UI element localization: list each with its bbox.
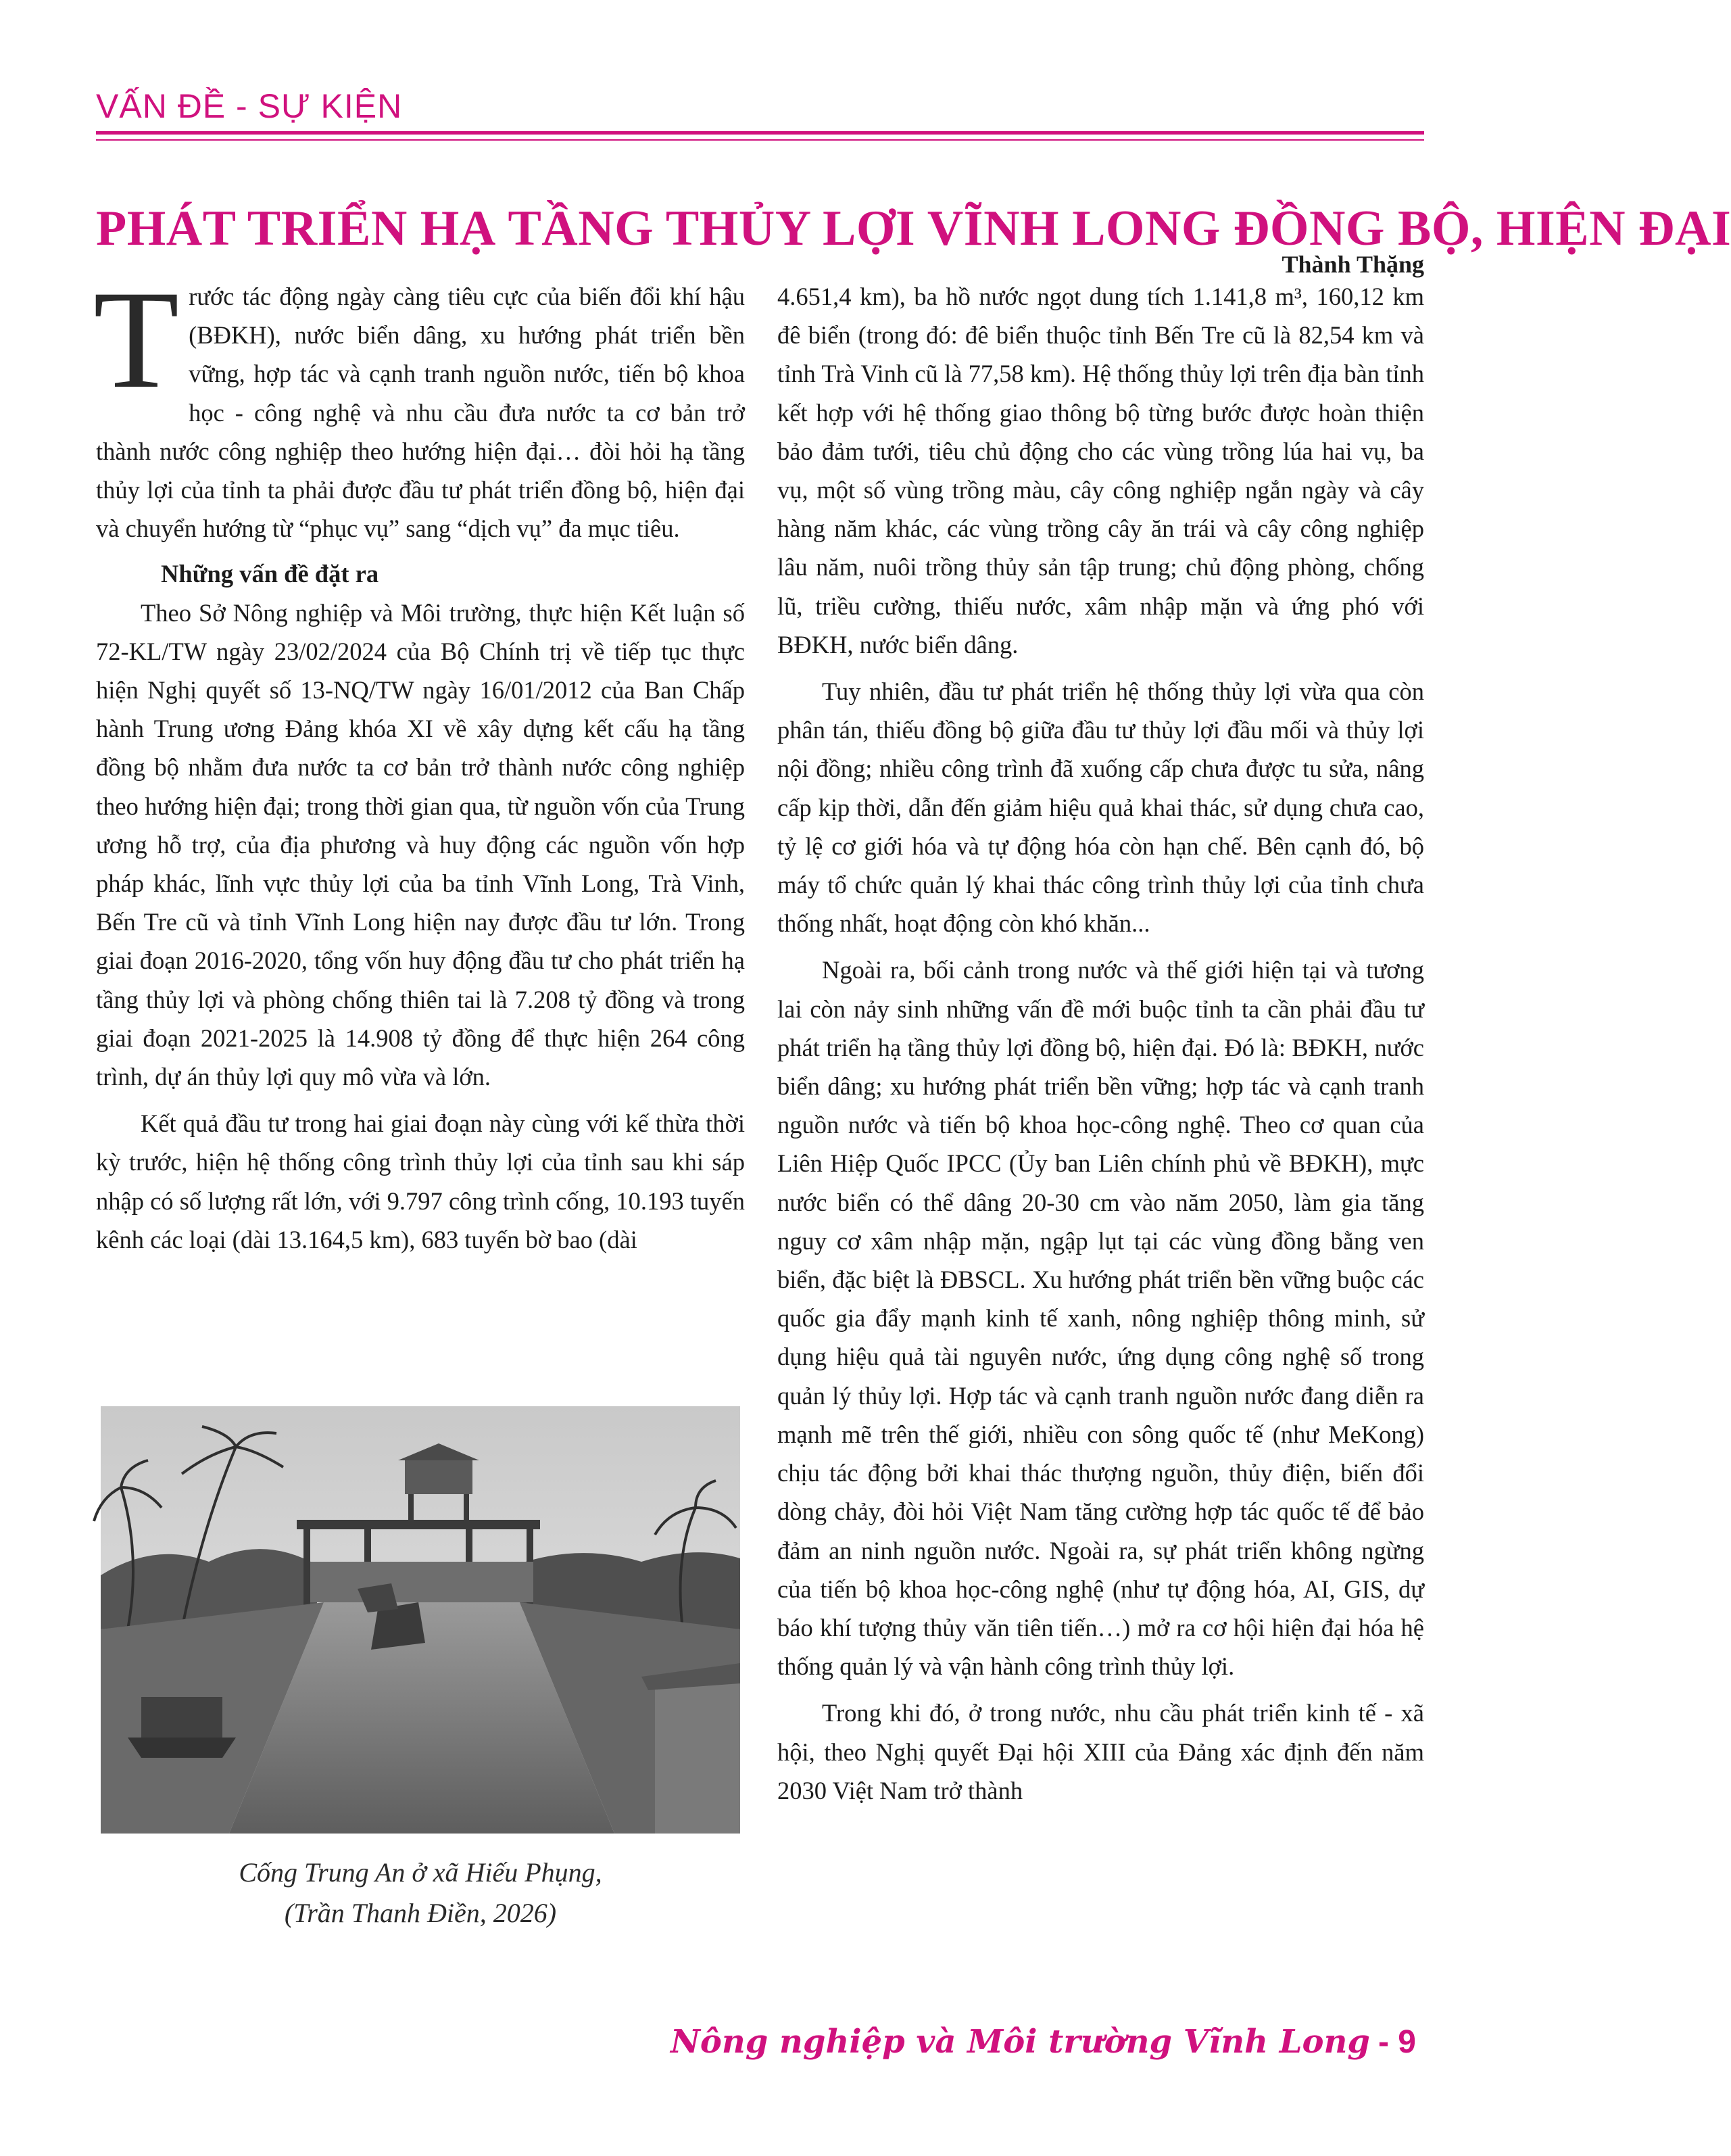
drop-cap: T [93,262,180,417]
paragraph: Ngoài ra, bối cảnh trong nước và thế giới hiện tại và tương lai còn nảy sinh những vấn đề mới buộc tỉnh ta cần phải đầu tư phát triển hạ tầng thủy lợi đồng bộ, hiện đại. Đó là: BĐKH, nước biển dâng; xu hướng phát triển bền vững; hợp tác và cạnh tranh nguồn nước và tiến bộ khoa học-công nghệ. Theo cơ quan của Liên Hiệp Quốc IPCC (Ủy ban Liên chính phủ về BĐKH), mực nước biển có thể dâng 20-30 cm vào năm 2050, làm gia tăng nguy cơ xâm nhập mặn, ngập lụt tại các vùng đồng bằng ven biển, đặc biệt là ĐBSCL. Xu hướng phát triển bền vững buộc các quốc gia đẩy mạnh kinh tế xanh, nông nghiệp thông minh, sử dụng hiệu quả tài nguyên nước, ứng dụng công nghệ số trong quản lý thủy lợi. Hợp tác và cạnh tranh nguồn nước đang diễn ra mạnh mẽ trên thế giới, nhiều con sông quốc tế (như MeKong) chịu tác động bởi khai thác thượng nguồn, thủy điện, biến đổi dòng chảy, đòi hỏi Việt Nam tăng cường hợp tác quốc tế để bảo đảm an ninh nguồn nước. Ngoài ra, sự phát triển không ngừng của tiến bộ khoa học-công nghệ (như tự động hóa, AI, GIS, dự báo khí tượng thủy văn tiên tiến…) mở ra cơ hội hiện đại hóa hệ thống quản lý và vận hành công trình thủy lợi. [777,956,1424,1681]
article-column-left [93,262,745,1259]
section-label: VẤN ĐỀ - SỰ KIỆN [96,87,403,125]
page-footer [671,2023,1416,2061]
lead-paragraph [93,262,745,548]
header-rule-thin [96,139,1424,141]
photo-caption [101,1852,740,1934]
author-byline: Thành Thặng [1282,251,1424,278]
caption-line: (Trần Thanh Điền, 2026) [284,1898,557,1928]
page-number: - 9 [1378,2024,1416,2060]
article-column-right [777,277,1424,1810]
subheading: Những vấn đề đặt ra [161,560,379,588]
lead-text: rước tác động ngày càng tiêu cực của biến đổi khí hậu (BĐKH), nước biển dâng, xu hướng phát triển bền vững, hợp tác và cạnh tranh nguồn nước, tiến bộ khoa học - công nghệ và nhu cầu đưa nước ta cơ bản trở thành nước công nghiệp theo hướng hiện đại… đòi hỏi hạ tầng thủy lợi của tỉnh ta phải được đầu tư phát triển đồng bộ, hiện đại và chuyển hướng từ “phục vụ” sang “dịch vụ” đa mục tiêu. [96,283,745,543]
header-rule [96,131,1424,135]
sluice-gate-photo [101,1406,740,1834]
paragraph: Kết quả đầu tư trong hai giai đoạn này cùng với kế thừa thời kỳ trước, hiện hệ thống công trình thủy lợi của tỉnh sau khi sáp nhập có số lượng rất lớn, với 9.797 công trình cống, 10.193 tuyến kênh các loại (dài 13.164,5 km), 683 tuyến bờ bao (dài [96,1109,745,1253]
paragraph: Theo Sở Nông nghiệp và Môi trường, thực hiện Kết luận số 72-KL/TW ngày 23/02/2024 của Bộ Chính trị về tiếp tục thực hiện Nghị quyết số 13-NQ/TW ngày 16/01/2012 của Ban Chấp hành Trung ương Đảng khóa XI về xây dựng kết cấu hạ tầng đồng bộ nhằm đưa nước ta cơ bản trở thành nước công nghiệp theo hướng hiện đại; trong thời gian qua, từ nguồn vốn của Trung ương hỗ trợ, của địa phương và huy động các nguồn vốn hợp pháp khác, lĩnh vực thủy lợi của ba tỉnh Vĩnh Long, Trà Vinh, Bến Tre cũ và tỉnh Vĩnh Long hiện nay được đầu tư lớn. Trong giai đoạn 2016-2020, tổng vốn huy động đầu tư cho phát triển hạ tầng thủy lợi và phòng chống thiên tai là 7.208 tỷ đồng và trong giai đoạn 2021-2025 là 14.908 tỷ đồng để thực hiện 264 công trình, dự án thủy lợi quy mô vừa và lớn. [96,598,745,1091]
paragraph-continued: 4.651,4 km), ba hồ nước ngọt dung tích 1.141,8 m³, 160,12 km đê biển (trong đó: đê biển thuộc tỉnh Bến Tre cũ là 82,54 km và tỉnh Trà Vinh cũ là 77,58 km). Hệ thống thủy lợi trên địa bàn tỉnh kết hợp với hệ thống giao thông bộ từng bước được hoàn thiện bảo đảm tưới, tiêu chủ động cho các vùng trồng lúa hai vụ, ba vụ, một số vùng trồng màu, cây công nghiệp ngắn ngày và cây hàng năm khác, các vùng trồng cây ăn trái và cây công nghiệp lâu năm, nuôi trồng thủy sản tập trung; chủ động phòng, chống lũ, triều cường, thiếu nước, xâm nhập mặn và ứng phó với BĐKH, nước biển dâng. [777,283,1424,658]
magazine-name: Nông nghiệp và Môi trường Vĩnh Long [670,2023,1370,2061]
article-title: PHÁT TRIỂN HẠ TẦNG THỦY LỢI VĨNH LONG ĐỒNG BỘ, HIỆN ĐẠI [96,200,1731,256]
caption-line: Cống Trung An ở xã Hiếu Phụng, [239,1857,602,1888]
paragraph: Tuy nhiên, đầu tư phát triển hệ thống thủy lợi vừa qua còn phân tán, thiếu đồng bộ giữa đầu tư thủy lợi đầu mối và thủy lợi nội đồng; nhiều công trình đã xuống cấp chưa được tu sửa, nâng cấp kịp thời, dẫn đến giảm hiệu quả khai thác, sử dụng chưa cao, tỷ lệ cơ giới hóa và tự động hóa còn hạn chế. Bên cạnh đó, bộ máy tổ chức quản lý khai thác công trình thủy lợi của tỉnh chưa thống nhất, hoạt động còn khó khăn... [777,677,1424,938]
paragraph: Trong khi đó, ở trong nước, nhu cầu phát triển kinh tế - xã hội, theo Nghị quyết Đại hội XIII của Đảng xác định đến năm 2030 Việt Nam trở thành [777,1699,1424,1804]
